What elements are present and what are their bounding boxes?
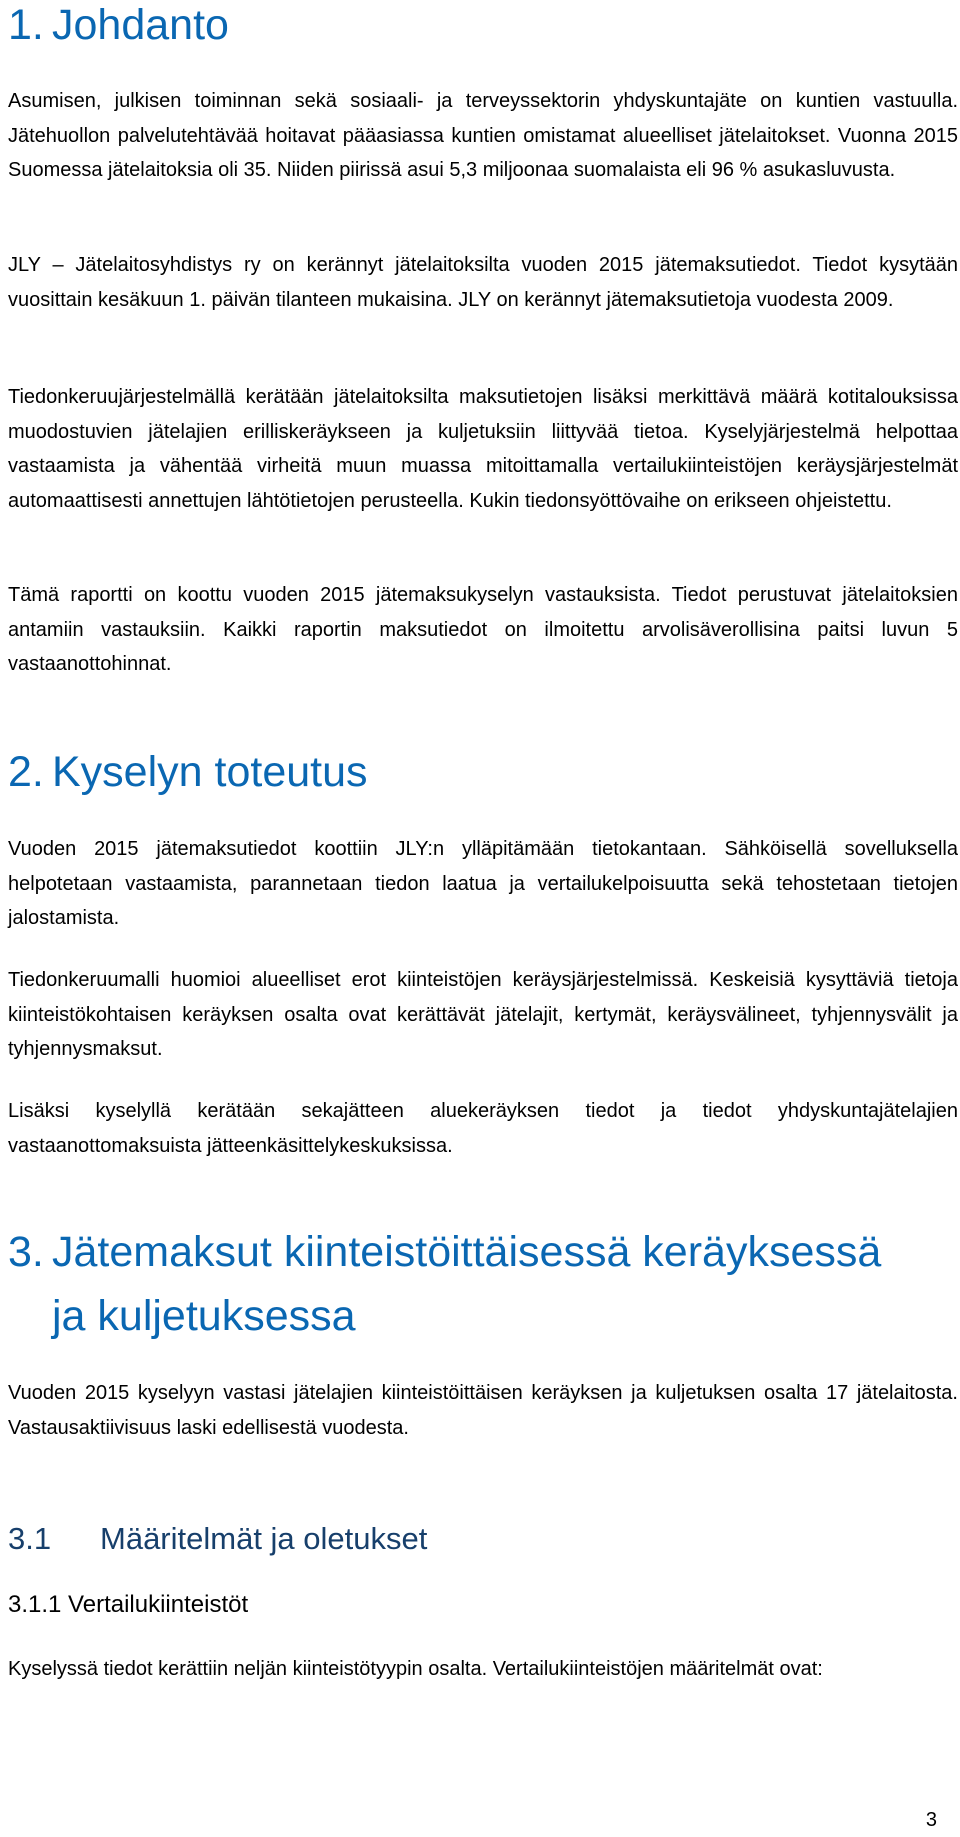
paragraph (8, 380, 958, 518)
paragraph (8, 1652, 958, 1687)
paragraph (8, 1376, 958, 1445)
paragraph (8, 84, 958, 188)
heading-3-1-1: 3.1.1 Vertailukiinteistöt (8, 1591, 249, 1618)
paragraph (8, 963, 958, 1067)
paragraph-text: Lisäksi kyselyllä kerätään sekajätteen aluekeräyksen tiedot ja tiedot yhdyskuntajätelajien vastaanottomaksuista jätteenkäsittelykeskuksissa. (8, 1100, 958, 1157)
paragraph (8, 578, 958, 682)
page-number: 3 (925, 1809, 937, 1831)
heading-2-kyselyn-toteutus (8, 747, 958, 797)
heading-title: Johdanto (52, 1, 229, 49)
heading-number: 1. (8, 1, 44, 49)
heading-3-1 (8, 1520, 958, 1558)
heading-title-line1: Jätemaksut kiinteistöittäisessä keräyksessä (52, 1228, 882, 1276)
heading-3-jatemaksut (8, 1227, 958, 1341)
heading-title: Kyselyn toteutus (52, 748, 368, 796)
paragraph-text: Tiedonkeruujärjestelmällä kerätään jätelaitoksilta maksutietojen lisäksi merkittävä määrä kotitalouksissa muodostuvien jätelajien erilliskeräykseen ja kuljetuksiin liittyvää tietoa. Kyselyjärjestelmä helpottaa vastaamista ja vähentää virheitä muun muassa mitoittamalla vertailukiinteistöjen keräysjärjestelmät automaattisesti annettujen lähtötietojen perusteella. Kukin tiedonsyöttövaihe on erikseen ohjeistettu. (8, 386, 958, 512)
heading-number: 3.1 (8, 1521, 52, 1556)
heading-title: Määritelmät ja oletukset (100, 1521, 428, 1556)
heading-title-line2: ja kuljetuksessa (52, 1292, 356, 1340)
heading-number: 2. (8, 748, 44, 796)
paragraph-text: Vuoden 2015 kyselyyn vastasi jätelajien kiinteistöittäisen keräyksen ja kuljetuksen osalta 17 jätelaitosta. Vastausaktiivisuus laski edellisestä vuodesta. (8, 1382, 958, 1439)
paragraph (8, 248, 958, 317)
paragraph-text: Tiedonkeruumalli huomioi alueelliset erot kiinteistöjen keräysjärjestelmissä. Keskeisiä kysyttäviä tietoja kiinteistökohtaisen keräyksen osalta ovat kerättävät jätelajit, kertymät, keräysvälineet, tyhjennysvälit ja tyhjennysmaksut. (8, 969, 958, 1060)
paragraph (8, 1094, 958, 1163)
paragraph-text: Vuoden 2015 jätemaksutiedot koottiin JLY:n ylläpitämään tietokantaan. Sähköisellä sovelluksella helpotetaan vastaamista, parannetaan tiedon laatua ja vertailukelpoisuutta sekä tehostetaan tietojen jalostamista. (8, 838, 958, 929)
paragraph-text: Tämä raportti on koottu vuoden 2015 jätemaksukyselyn vastauksista. Tiedot perustuvat jätelaitoksien antamiin vastauksiin. Kaikki raportin maksutiedot on ilmoitettu arvolisäverollisina paitsi luvun 5 vastaanottohinnat. (8, 584, 958, 675)
heading-number: 3. (8, 1228, 44, 1276)
paragraph-text: Kyselyssä tiedot kerättiin neljän kiinteistötyypin osalta. Vertailukiinteistöjen määritelmät ovat: (8, 1658, 823, 1680)
paragraph-text: Asumisen, julkisen toiminnan sekä sosiaali- ja terveyssektorin yhdyskuntajäte on kuntien vastuulla. Jätehuollon palvelutehtävää hoitavat pääasiassa kuntien omistamat alueelliset jätelaitokset. Vuonna 2015 Suomessa jätelaitoksia oli 35. Niiden piirissä asui 5,3 miljoonaa suomalaista eli 96 % asukasluvusta. (8, 90, 958, 181)
paragraph (8, 832, 958, 936)
heading-1-johdanto (8, 0, 958, 50)
paragraph-text: JLY – Jätelaitosyhdistys ry on kerännyt jätelaitoksilta vuoden 2015 jätemaksutiedot. Tiedot kysytään vuosittain kesäkuun 1. päivän tilanteen mukaisina. JLY on kerännyt jätemaksutietoja vuodesta 2009. (8, 254, 958, 311)
